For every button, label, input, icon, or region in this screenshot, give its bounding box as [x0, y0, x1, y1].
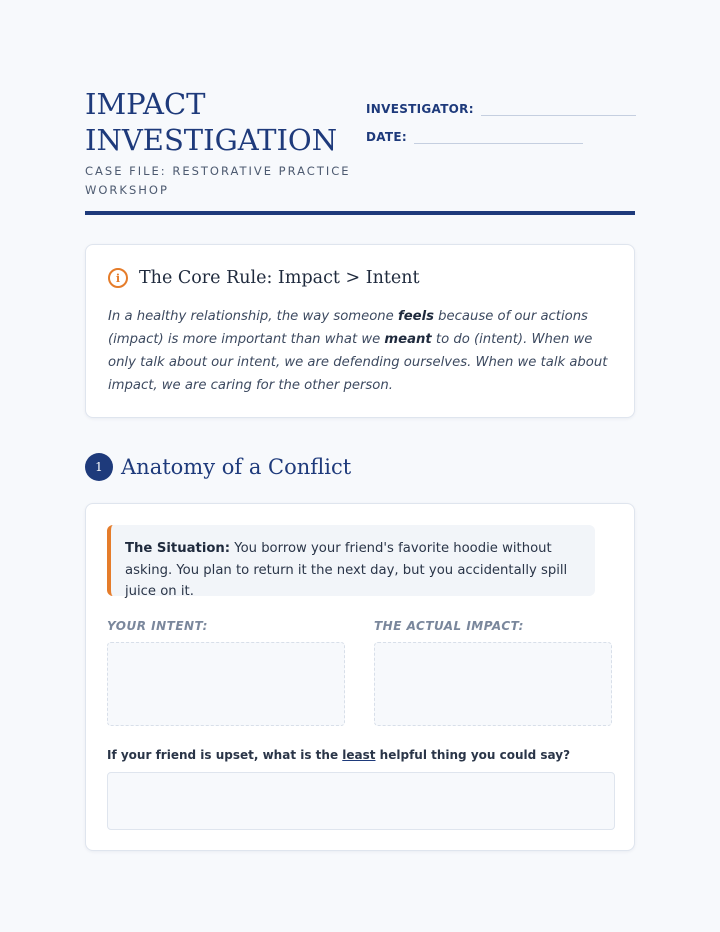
impact-answer-box[interactable] [374, 642, 612, 726]
impact-label: THE ACTUAL IMPACT: [374, 619, 524, 633]
situation-text: You borrow your friend's favorite hoodie without asking. You plan to return it the next day, but you accidentally spill juice on it. [125, 541, 568, 599]
page-subtitle: CASE FILE: RESTORATIVE PRACTICE WORKSHOP [85, 164, 351, 197]
section-title: Anatomy of a Conflict [121, 455, 352, 479]
core-rule-card [85, 244, 635, 418]
core-rule-text-1: In a healthy relationship, the way someone [108, 309, 398, 324]
intent-answer-box[interactable] [107, 642, 345, 726]
question-text-1: If your friend is upset, what is the [107, 748, 343, 762]
question-text-2: helpful thing you could say? [375, 748, 571, 762]
situation-label: The Situation: [125, 541, 231, 556]
page-header [85, 86, 635, 200]
core-rule-text-3: to do (intent). When we only talk about our intent, we are defending ourselves. When we talk about impact, we are caring for the other person. [108, 332, 608, 393]
core-rule-header [108, 268, 420, 288]
info-icon: i [108, 268, 128, 288]
section-header [85, 453, 351, 481]
core-rule-body [108, 305, 620, 397]
date-row [366, 116, 636, 144]
situation-callout [107, 525, 595, 599]
core-rule-emphasis-feels: feels [397, 309, 434, 324]
investigator-row [366, 88, 636, 116]
meta-fields [366, 88, 636, 144]
least-helpful-question [107, 748, 570, 762]
question-underlined-word: least [342, 748, 376, 762]
date-field[interactable] [414, 131, 583, 144]
core-rule-emphasis-meant: meant [384, 332, 432, 347]
header-divider [85, 211, 635, 215]
core-rule-title: The Core Rule: Impact > Intent [139, 268, 420, 288]
intent-label: YOUR INTENT: [107, 619, 208, 633]
investigator-label: INVESTIGATOR: [366, 102, 474, 116]
page-title: IMPACT INVESTIGATION [85, 87, 338, 157]
anatomy-card [85, 503, 635, 851]
date-label: DATE: [366, 130, 407, 144]
investigator-field[interactable] [481, 103, 636, 116]
core-rule-text-2: because of our actions (impact) is more important than what we [108, 309, 588, 347]
least-helpful-answer-box[interactable] [107, 772, 615, 830]
section-number-badge: 1 [85, 453, 113, 481]
